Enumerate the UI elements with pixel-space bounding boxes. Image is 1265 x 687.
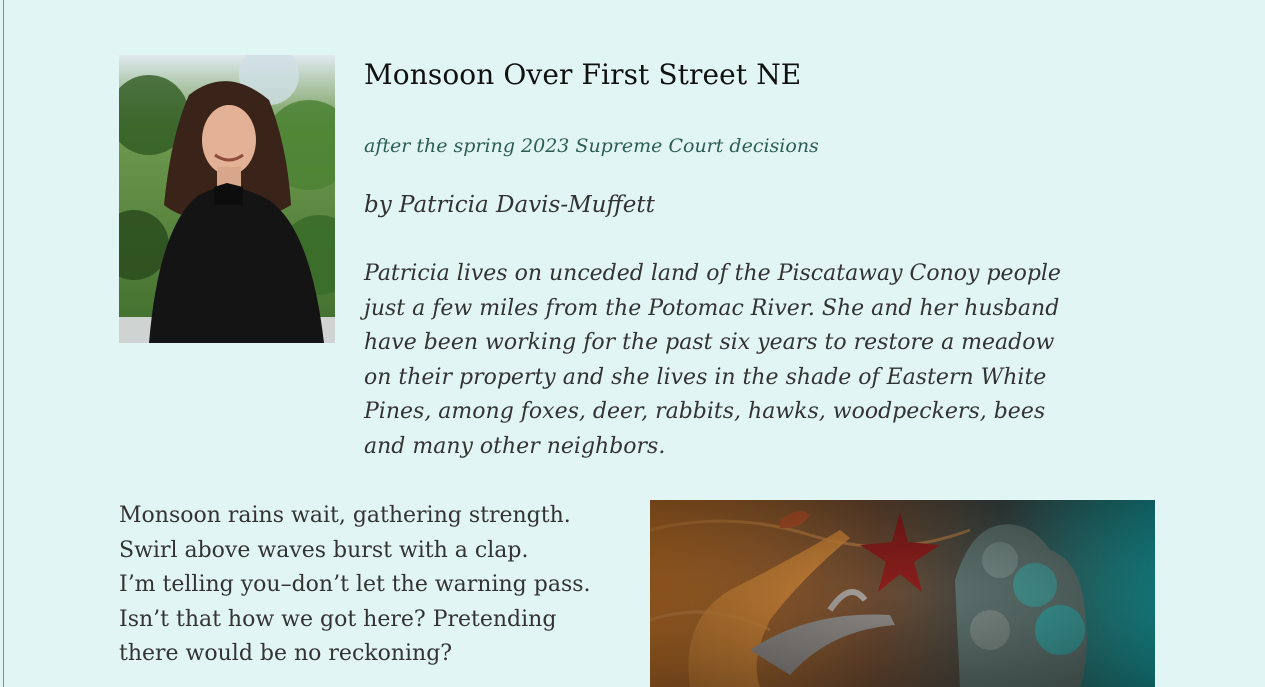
author-byline: by Patricia Davis-Muffett: [364, 192, 655, 218]
bio-line: just a few miles from the Potomac River. She and her husband: [364, 295, 1060, 321]
poem-epigraph: after the spring 2023 Supreme Court decisions: [364, 135, 819, 157]
poem-line: Monsoon rains wait, gathering strength.: [119, 503, 571, 528]
poem-title: Monsoon Over First Street NE: [364, 58, 802, 91]
sand-artwork-image: [650, 500, 1155, 687]
poem-body: [119, 499, 619, 672]
bio-line: have been working for the past six years to restore a meadow: [364, 330, 1055, 355]
author-bio: [364, 257, 1061, 464]
author-photo: [119, 55, 335, 343]
bio-line: and many other neighbors.: [364, 433, 666, 459]
poem-line: Swirl above waves burst with a clap.: [119, 537, 529, 563]
poem-line: Isn’t that how we got here? Pretending: [119, 606, 557, 632]
poem-line: I’m telling you–don’t let the warning pass.: [119, 572, 591, 597]
bio-line: Pines, among foxes, deer, rabbits, hawks, woodpeckers, bees: [364, 399, 1046, 424]
bio-line: on their property and she lives in the shade of Eastern White: [364, 364, 1047, 390]
bio-line: Patricia lives on unceded land of the Piscataway Conoy people: [364, 261, 1061, 286]
page-left-border: [3, 0, 4, 687]
poem-line: there would be no reckoning?: [119, 641, 453, 666]
